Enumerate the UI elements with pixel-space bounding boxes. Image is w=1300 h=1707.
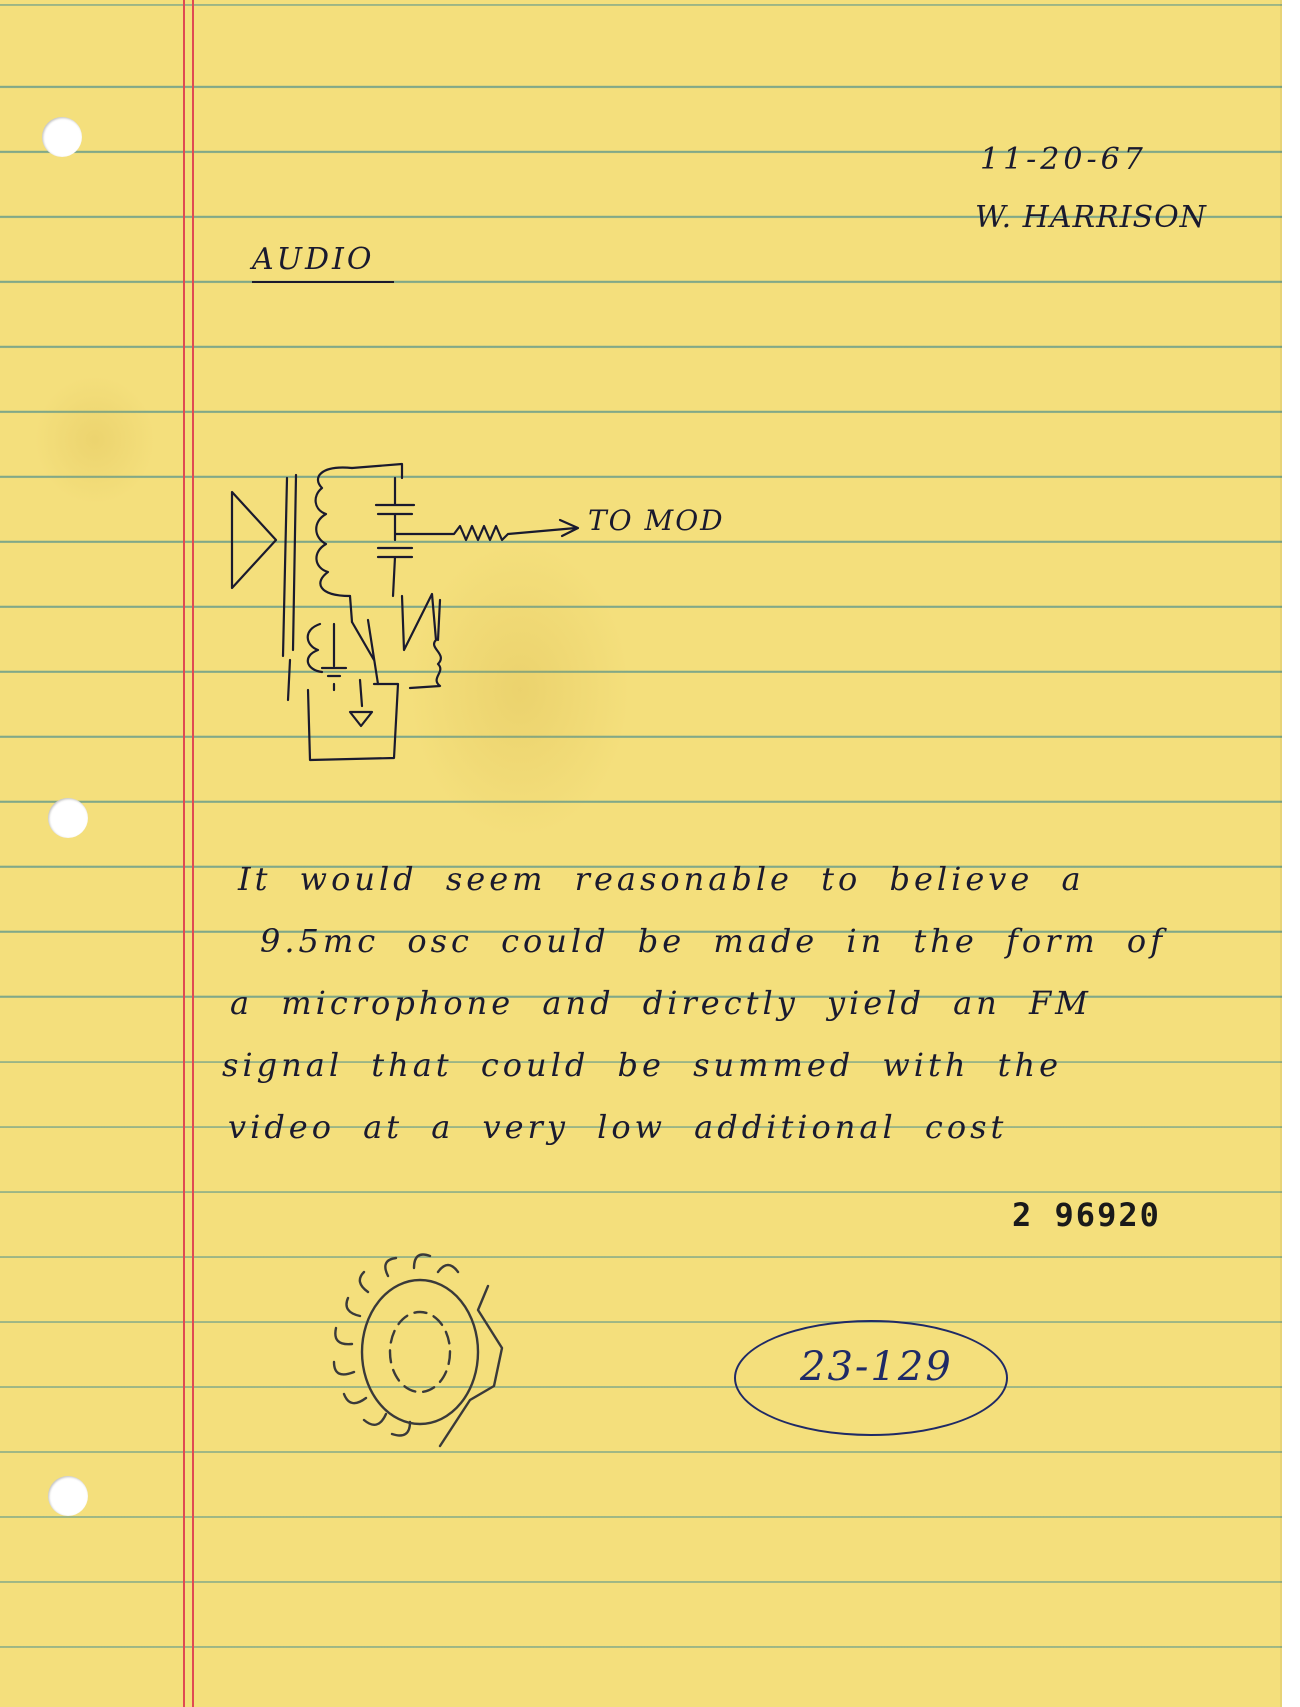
reference-number: 23-129 bbox=[800, 1344, 953, 1390]
pencil-line bbox=[440, 1286, 502, 1446]
capacitor-symbol bbox=[376, 478, 414, 540]
transistor-symbol bbox=[352, 620, 378, 706]
wire bbox=[402, 594, 441, 688]
stamped-number: 2 96920 bbox=[1012, 1196, 1161, 1234]
resistor-symbol bbox=[396, 526, 576, 540]
body-line: signal that could be summed with the bbox=[222, 1046, 1063, 1084]
note-heading: AUDIO bbox=[252, 242, 394, 283]
ground-symbol bbox=[322, 596, 352, 690]
coil-windings bbox=[334, 1255, 458, 1436]
coil-symbol bbox=[308, 624, 322, 672]
note-date: 11-20-67 bbox=[980, 142, 1147, 177]
microphone-symbol bbox=[232, 492, 276, 588]
toroid-sketch bbox=[362, 1280, 478, 1424]
capacitor-symbol bbox=[378, 548, 412, 596]
wire bbox=[438, 600, 440, 640]
body-line: a microphone and directly yield an FM bbox=[230, 984, 1092, 1022]
body-line: It would seem reasonable to believe a bbox=[238, 860, 1085, 898]
transformer-core bbox=[283, 475, 296, 700]
body-line: video at a very low additional cost bbox=[228, 1108, 1008, 1146]
coil-symbol bbox=[316, 468, 352, 596]
schematic-label: TO MOD bbox=[588, 504, 725, 537]
ground-symbol bbox=[350, 712, 372, 726]
body-line: 9.5mc osc could be made in the form of bbox=[260, 922, 1167, 960]
note-author: W. HARRISON bbox=[975, 200, 1207, 235]
wire bbox=[308, 684, 398, 760]
wire bbox=[352, 464, 402, 478]
